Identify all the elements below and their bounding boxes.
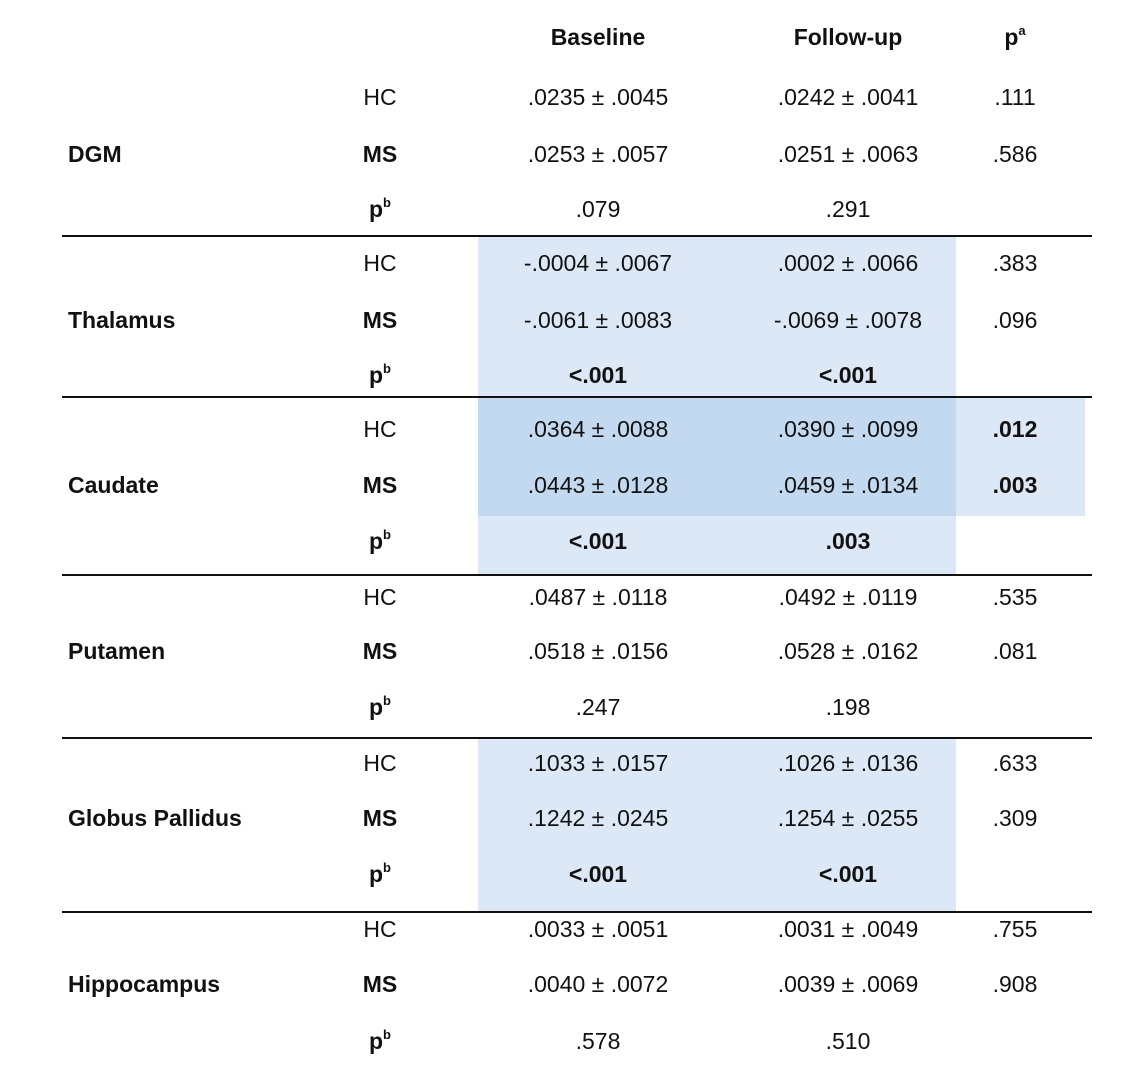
putamen-hc-followup: .0492 ± .0119 <box>778 584 918 610</box>
header-followup: Follow-up <box>793 24 903 50</box>
dgm-hc-followup: .0242 ± .0041 <box>777 84 919 110</box>
row-label-pb: $p^b$ <box>368 195 391 222</box>
thalamus-ms-followup: -.0069 ± .0078 <box>773 307 923 333</box>
dgm-ms-p: .586 <box>992 141 1038 167</box>
caudate-ms-p: .003 <box>992 472 1038 498</box>
group-label-dgm: DGM <box>68 141 122 167</box>
row-label-hc: HC <box>363 84 397 110</box>
row-label-pb: $p^b$ <box>368 693 391 720</box>
caudate-pb-followup: .003 <box>825 528 871 554</box>
dgm-hc-baseline: .0235 ± .0045 <box>527 84 669 110</box>
putamen-hc-p: .535 <box>992 584 1038 610</box>
thalamus-pb-baseline: <.001 <box>568 362 628 388</box>
dgm-ms-baseline: .0253 ± .0057 <box>527 141 669 167</box>
caudate-ms-followup: .0459 ± .0134 <box>777 472 919 498</box>
dgm-hc-p: .111 <box>994 84 1036 110</box>
dgm-pb-followup: .291 <box>825 196 871 222</box>
header-baseline: Baseline <box>550 24 646 50</box>
row-label-ms: MS <box>362 971 398 997</box>
caudate-pb-baseline: <.001 <box>568 528 628 554</box>
divider-rule <box>62 396 1092 398</box>
globus-hc-baseline: .1033 ± .0157 <box>527 750 669 776</box>
globus-pb-baseline: <.001 <box>568 861 628 887</box>
row-label-hc: HC <box>363 584 397 610</box>
row-label-ms: MS <box>362 307 398 333</box>
divider-rule <box>62 737 1092 739</box>
hippocampus-hc-baseline: .0033 ± .0051 <box>527 916 669 942</box>
divider-rule <box>62 574 1092 576</box>
thalamus-ms-baseline: -.0061 ± .0083 <box>523 307 673 333</box>
caudate-hc-p: .012 <box>992 416 1038 442</box>
hippocampus-pb-followup: .510 <box>825 1028 871 1054</box>
group-label-globus-pallidus: Globus Pallidus <box>68 805 242 831</box>
hippocampus-pb-baseline: .578 <box>575 1028 621 1054</box>
hippocampus-ms-followup: .0039 ± .0069 <box>777 971 919 997</box>
globus-ms-baseline: .1242 ± .0245 <box>527 805 669 831</box>
divider-rule <box>62 911 1092 913</box>
putamen-pb-baseline: .247 <box>575 694 621 720</box>
dgm-pb-baseline: .079 <box>575 196 621 222</box>
caudate-hc-baseline: .0364 ± .0088 <box>527 416 669 442</box>
putamen-ms-followup: .0528 ± .0162 <box>777 638 919 664</box>
header-p-a: $p^a$ <box>1004 23 1026 50</box>
hippocampus-ms-p: .908 <box>992 971 1038 997</box>
putamen-ms-p: .081 <box>992 638 1038 664</box>
row-label-hc: HC <box>363 750 397 776</box>
thalamus-ms-p: .096 <box>992 307 1038 333</box>
row-label-ms: MS <box>362 472 398 498</box>
divider-rule <box>62 235 1092 237</box>
globus-ms-followup: .1254 ± .0255 <box>777 805 919 831</box>
row-label-pb: $p^b$ <box>368 361 391 388</box>
thalamus-hc-followup: .0002 ± .0066 <box>777 250 919 276</box>
thalamus-hc-baseline: -.0004 ± .0067 <box>523 250 673 276</box>
thalamus-hc-p: .383 <box>992 250 1038 276</box>
group-label-putamen: Putamen <box>68 638 166 664</box>
putamen-hc-baseline: .0487 ± .0118 <box>528 584 668 610</box>
row-label-hc: HC <box>363 416 397 442</box>
group-label-caudate: Caudate <box>68 472 159 498</box>
globus-hc-followup: .1026 ± .0136 <box>777 750 919 776</box>
row-label-hc: HC <box>363 916 397 942</box>
putamen-pb-followup: .198 <box>825 694 871 720</box>
row-label-ms: MS <box>362 805 398 831</box>
row-label-ms: MS <box>362 638 398 664</box>
hippocampus-hc-followup: .0031 ± .0049 <box>777 916 919 942</box>
globus-pb-followup: <.001 <box>818 861 878 887</box>
putamen-ms-baseline: .0518 ± .0156 <box>527 638 669 664</box>
caudate-hc-followup: .0390 ± .0099 <box>777 416 919 442</box>
row-label-ms: MS <box>362 141 398 167</box>
hippocampus-ms-baseline: .0040 ± .0072 <box>527 971 669 997</box>
group-label-hippocampus: Hippocampus <box>68 971 221 997</box>
caudate-ms-baseline: .0443 ± .0128 <box>527 472 669 498</box>
globus-ms-p: .309 <box>992 805 1038 831</box>
dgm-ms-followup: .0251 ± .0063 <box>777 141 919 167</box>
row-label-pb: $p^b$ <box>368 1027 391 1054</box>
row-label-pb: $p^b$ <box>368 860 391 887</box>
thalamus-pb-followup: <.001 <box>818 362 878 388</box>
hippocampus-hc-p: .755 <box>992 916 1038 942</box>
row-label-hc: HC <box>363 250 397 276</box>
row-label-pb: $p^b$ <box>368 527 391 554</box>
globus-hc-p: .633 <box>992 750 1038 776</box>
group-label-thalamus: Thalamus <box>68 307 176 333</box>
